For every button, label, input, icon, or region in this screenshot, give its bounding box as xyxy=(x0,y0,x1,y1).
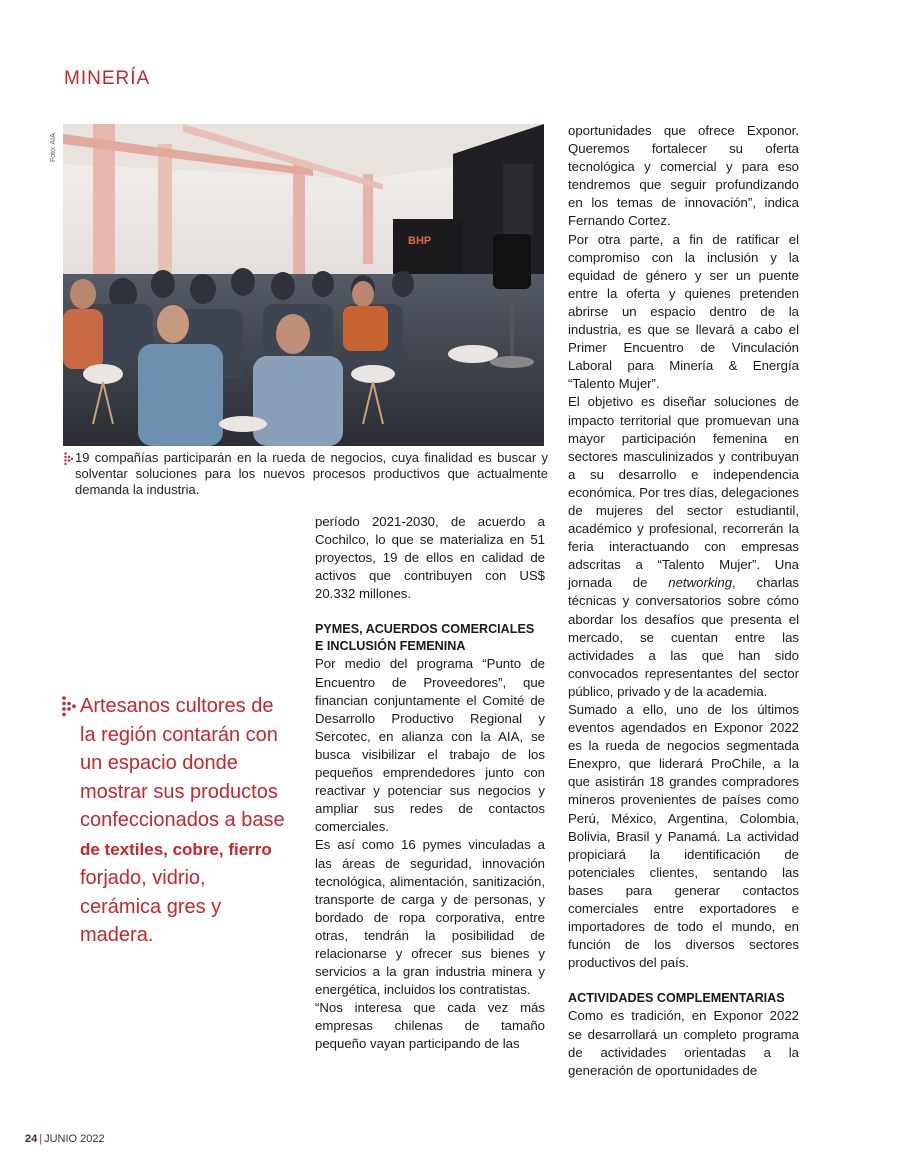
issue-date: JUNIO 2022 xyxy=(44,1133,105,1145)
subheading: ACTIVIDADES COMPLEMENTARIAS xyxy=(568,991,785,1006)
paragraph xyxy=(568,393,799,701)
paragraph: oportunidades que ofrece Exponor. Queremos fortalecer su oferta tecnológica y comercial y para eso tendremos que seguir profundizando en los temas de innovación”, indica Fernando Cortez. xyxy=(568,123,799,229)
paragraph-part: , charlas técnicas y conversatorios sobre cómo abordar los desafíos que presenta el mercado, se cuentan entre las actividades a las que han sido convocados representantes del sector público, privado y de la academia. xyxy=(568,575,799,699)
footer-separator: | xyxy=(39,1133,43,1145)
paragraph: Por otra parte, a fin de ratificar el compromiso con la inclusión y la equidad de género y ser un puente entre la oferta y quienes pretenden abrirse un espacio dentro de la industria, es que se llevará a cabo el Primer Encuentro de Vinculación Laboral para Minería & Energía “Talento Mujer”. xyxy=(568,231,799,392)
bullet-icon xyxy=(64,452,73,465)
photo-caption xyxy=(64,450,548,498)
subheading: PYMES, ACUERDOS COMERCIALES E INCLUSIÓN FEMENINA xyxy=(315,622,535,654)
section-title: MINERÍA xyxy=(64,68,151,89)
page-number: 24 xyxy=(25,1133,38,1145)
pullquote-text-bold: de textiles, cobre, fierro xyxy=(80,839,272,859)
bullet-icon xyxy=(62,696,76,718)
booth-sign: BHP xyxy=(408,235,432,247)
pullquote-text-2: forjado, vidrio, cerámica gres y madera. xyxy=(80,867,222,946)
paragraph: Por medio del programa “Punto de Encuentro de Proveedores”, que financian conjuntamente el Comité de Desarrollo Productivo Regional y Sercotec, en alianza con la AIA, se busca visibilizar el trabajo de los pequeños emprendedores junto con reactivar y potenciar sus negocios y ampliar sus redes de contactos comerciales. xyxy=(315,656,545,835)
paragraph: Es así como 16 pymes vinculadas a las áreas de seguridad, innovación tecnológica, alimentación, sanitización, transporte de carga y de personas, y bordado de ropa corporativa, entre otras, tendrán la posibilidad de relacionarse y ofrecer sus bienes y servicios a la gran industria minera y energética, incluidos los contratistas. xyxy=(315,837,545,998)
conference-photo xyxy=(63,124,544,446)
paragraph-part: El objetivo es diseñar soluciones de impacto territorial que promuevan una mayor participación femenina en sectores masculinizados y contribuyan a su desarrollo e independencia económica. Por tres días, delegaciones de mujeres del sector estudiantil, académico y profesional, recorrerán la feria interactuando con empresas adscritas a “Talento Mujer”. Una jornada de xyxy=(568,394,799,591)
paragraph: Como es tradición, en Exponor 2022 se desarrollará un completo programa de actividades orientadas a la generación de oportunidades de xyxy=(568,1008,799,1078)
pullquote-text-1: Artesanos cultores de la región contarán con un espacio donde mostrar sus productos confeccionados a base xyxy=(80,695,285,831)
paragraph: período 2021-2030, de acuerdo a Cochilco, lo que se materializa en 51 proyectos, 19 de ellos en calidad de activos que contribuyen con US$ 20.332 millones. xyxy=(315,514,545,602)
paragraph: Sumado a ello, uno de los últimos eventos agendados en Exponor 2022 es la rueda de negocios segmentada Enexpro, que liderará ProChile, a la que asistirán 18 grandes compradores mineros provenientes de países como Perú, México, Argentina, Colombia, Bolivia, Brasil y Panamá. La actividad propiciará la identificación de potenciales clientes, sentando las bases para generar contactos comerciales entre exportadores e importadores de todo el mundo, en función de los diversos sectores productivos del país. xyxy=(568,702,799,971)
photo-credit: Foto: AIA xyxy=(50,133,57,162)
article-column-middle xyxy=(315,513,545,1054)
emphasis: networking xyxy=(668,575,733,591)
paragraph: “Nos interesa que cada vez más empresas chilenas de tamaño pequeño vayan participando de las xyxy=(315,1000,545,1052)
caption-text: 19 compañías participarán en la rueda de negocios, cuya finalidad es buscar y solventar soluciones para los nuevos procesos productivos que actualmente demanda la industria. xyxy=(75,450,548,497)
page-footer xyxy=(25,1133,105,1145)
article-column-right xyxy=(568,122,799,1080)
pull-quote xyxy=(62,692,287,950)
